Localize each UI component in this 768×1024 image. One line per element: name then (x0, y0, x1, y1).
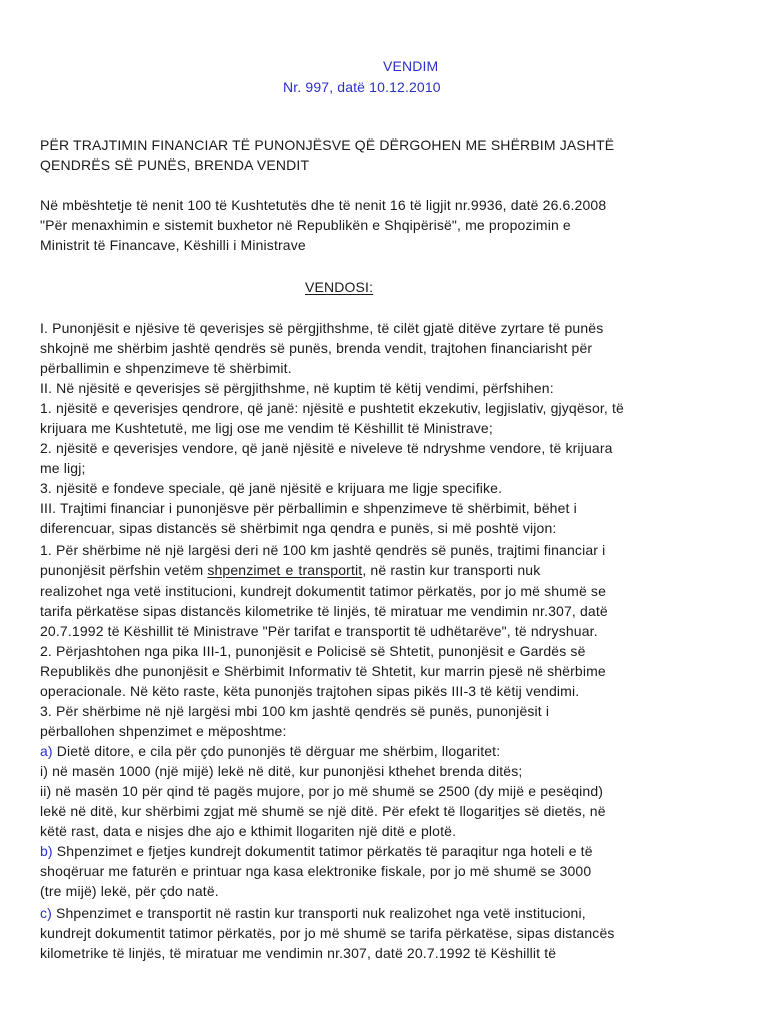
preamble-line-1: Në mbështetje të nenit 100 të Kushtetutës dhe të nenit 16 të ligjit nr.9936, datë 26.6.2008 (40, 197, 607, 213)
body-line: 1. Për shërbime në një largësi deri në 100 km jashtë qendrës së punës, trajtimi financiar i (40, 542, 606, 558)
body-line: 2. Përjashtohen nga pika III-1, punonjësit e Policisë së Shtetit, punonjësit e Gardës së (40, 643, 586, 659)
body-line: shoqëruar me faturën e printuar nga kasa elektronike fiskale, por jo më shumë se 3000 (40, 863, 592, 879)
underlined-phrase: shpenzimet e transportit (207, 562, 363, 578)
body-line (40, 903, 586, 923)
body-line (40, 741, 500, 761)
body-text: , në rastin kur transporti nuk (362, 562, 541, 578)
body-line: përballohen shpenzimet e mëposhtme: (40, 723, 287, 739)
body-line: 20.7.1992 të Këshillit të Ministrave "Për tarifat e transportit të udhëtarëve", të ndryshuar. (40, 623, 598, 639)
body-line: II. Në njësitë e qeverisjes së përgjithshme, në kuptim të këtij vendimi, përfshihen: (40, 380, 554, 396)
body-text: Shpenzimet e transportit në rastin kur transporti nuk realizohet nga vetë institucioni, (51, 905, 586, 921)
body-line: 3. njësitë e fondeve speciale, që janë njësitë e krijuara me ligje specifike. (40, 480, 503, 496)
body-line: krijuara me Kushtetutë, me ligj ose me vendim të Këshillit të Ministrave; (40, 420, 493, 436)
body-line: (tre mijë) lekë, për çdo natë. (40, 883, 219, 899)
body-line: realizohet nga vetë institucioni, kundrejt dokumentit tatimor përkatës, por jo më shumë se (40, 583, 607, 599)
vendosi-heading: VENDOSI: (305, 279, 374, 295)
body-line: përballimin e shpenzimeve të shërbimit. (40, 360, 292, 376)
body-line: 1. njësitë e qeverisjes qendrore, që janë: njësitë e pushtetit ekzekutiv, legjislativ, gjyqësor, të (40, 400, 624, 416)
body-line: operacionale. Në këto raste, këta punonjës trajtohen sipas pikës III-3 të këtij vendimi. (40, 683, 580, 699)
list-marker-a: a) (40, 743, 53, 759)
body-text: Dietë ditore, e cila për çdo punonjës të dërguar me shërbim, llogaritet: (52, 743, 501, 759)
body-line: tarifa përkatëse sipas distancës kilometrike të linjës, të miratuar me vendimin nr.307, datë (40, 603, 608, 619)
body-text: punonjësit përfshin vetëm (40, 562, 208, 578)
body-line: lekë në ditë, kur shërbimi zgjat më shumë se një ditë. Për efekt të llogaritjes së dietës, në (40, 803, 606, 819)
preamble-line-2: "Për menaxhimin e sistemit buxhetor në Republikën e Shqipërisë", me propozimin e (40, 217, 571, 233)
body-line: kilometrike të linjës, të miratuar me vendimin nr.307, datë 20.7.1992 të Këshillit të (40, 945, 557, 961)
body-line: ii) në masën 10 për qind të pagës mujore, por jo më shumë se 2500 (dy mijë e pesëqind) (40, 783, 604, 799)
list-marker-c: c) (40, 905, 52, 921)
list-marker-b: b) (40, 843, 53, 859)
preamble-line-3: Ministrit të Financave, Këshilli i Ministrave (40, 237, 306, 253)
body-line: 3. Për shërbime në një largësi mbi 100 km jashtë qendrës së punës, punonjësit i (40, 703, 550, 719)
body-line: Republikës dhe punonjësit e Shërbimit Informativ të Shtetit, kur marrin pjesë në shërbime (40, 663, 606, 679)
body-line: 2. njësitë e qeverisjes vendore, që janë njësitë e niveleve të ndryshme vendore, të krijuara (40, 440, 613, 456)
body-line: III. Trajtimi financiar i punonjësve për përballimin e shpenzimeve të shërbimit, bëhet i (40, 500, 577, 516)
body-line: kundrejt dokumentit tatimor përkatës, por jo më shumë se tarifa përkatëse, sipas distancës (40, 925, 615, 941)
body-line: shkojnë me shërbim jashtë qendrës së punës, brenda vendit, trajtohen financiarisht për (40, 340, 593, 356)
body-line: i) në masën 1000 (një mijë) lekë në ditë, kur punonjësi kthehet brenda ditës; (40, 763, 523, 779)
body-line (40, 841, 593, 861)
title-line-1: PËR TRAJTIMIN FINANCIAR TË PUNONJËSVE QË DËRGOHEN ME SHËRBIM JASHTË (40, 137, 615, 153)
body-line: diferencuar, sipas distancës së shërbimit nga qendra e punës, si më poshtë vijon: (40, 520, 557, 536)
body-line: I. Punonjësit e njësive të qeverisjes së përgjithshme, të cilët gjatë ditëve zyrtare të punës (40, 320, 604, 336)
body-line (40, 560, 540, 580)
title-line-2: QENDRËS SË PUNËS, BRENDA VENDIT (40, 157, 310, 173)
document-heading: VENDIM (383, 58, 439, 74)
body-line: këtë rast, data e nisjes dhe ajo e kthimit llogariten një ditë e plotë. (40, 823, 457, 839)
body-text: Shpenzimet e fjetjes kundrejt dokumentit tatimor përkatës të paraqitur nga hoteli e të (52, 843, 593, 859)
decision-number: Nr. 997, datë 10.12.2010 (283, 79, 441, 95)
body-line: me ligj; (40, 460, 86, 476)
